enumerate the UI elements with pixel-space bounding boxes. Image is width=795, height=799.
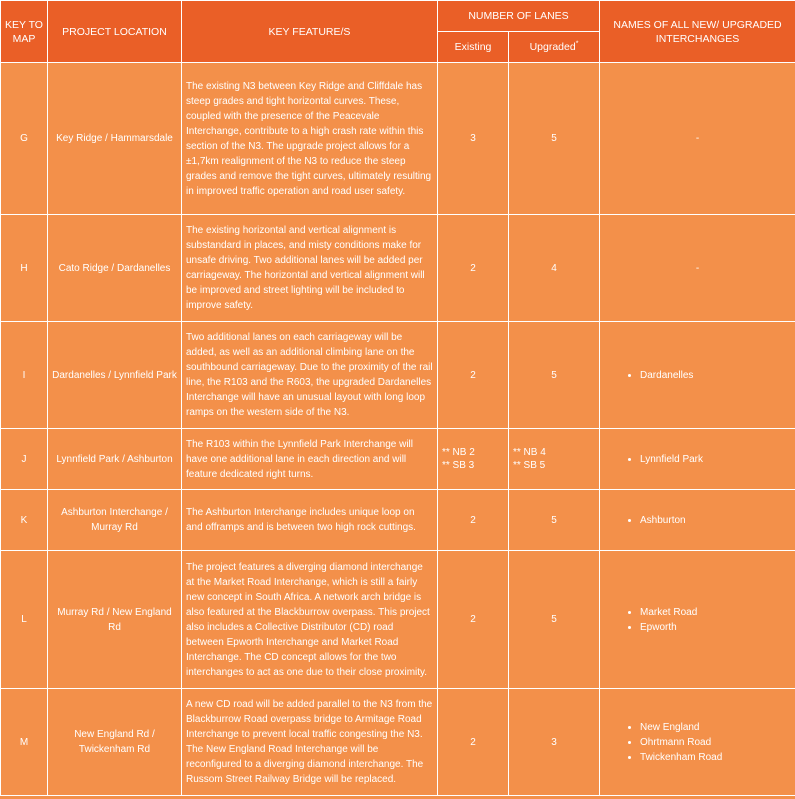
table-row: [1, 689, 795, 796]
interchanges-cell: [600, 551, 795, 689]
feature-cell: The project features a diverging diamond interchange at the Market Road Interchange, which is still a fairly new concept in South Africa. A network arch bridge is also featured at the Blackburrow overpass. This project also includes a Collective Distributor (CD) road between Epworth Interchange and Market Road Interchange. The CD concept allows for the two interchanges to act as one due to their close proximity.: [182, 551, 438, 689]
interchange-list: [604, 605, 791, 635]
header-upgraded-label: Upgraded: [529, 41, 576, 53]
feature-cell: The R103 within the Lynnfield Park Interchange will have one additional lane in each direction and will feature dedicated right turns.: [182, 429, 438, 490]
location-cell: Lynnfield Park / Ashburton: [48, 429, 182, 490]
interchange-list: [604, 368, 791, 383]
location-cell: Cato Ridge / Dardanelles: [48, 215, 182, 322]
key-cell: K: [1, 490, 48, 551]
interchanges-cell: [600, 322, 795, 429]
header-number-of-lanes: NUMBER OF LANES: [438, 1, 600, 32]
existing-lanes-cell: 2: [438, 551, 509, 689]
key-cell: J: [1, 429, 48, 490]
upgraded-lanes-cell: [509, 429, 600, 490]
upgraded-lanes-cell: 5: [509, 322, 600, 429]
interchange-item: • New England: [640, 720, 791, 735]
upgraded-nb-lanes: ** NB 4: [513, 447, 546, 458]
location-cell: Key Ridge / Hammarsdale: [48, 63, 182, 215]
feature-cell: The existing N3 between Key Ridge and Cliffdale has steep grades and tight horizontal curves. These, coupled with the presence of the Peacevale Interchange, contribute to a high crash rate within this section of the N3. The upgrade project allows for a ±1,7km realignment of the N3 to reduce the steep grades and remove the tight curves, ultimately resulting in improved traffic operation and road user safety.: [182, 63, 438, 215]
interchanges-cell: [600, 429, 795, 490]
interchange-item: • Dardanelles: [640, 368, 791, 383]
existing-lanes-cell: 2: [438, 322, 509, 429]
existing-lanes-cell: [438, 429, 509, 490]
table-row: [1, 322, 795, 429]
upgraded-lanes-cell: 5: [509, 490, 600, 551]
existing-sb-lanes: ** SB 3: [442, 460, 475, 471]
feature-cell: The Ashburton Interchange includes unique loop on and offramps and is between two high rock cuttings.: [182, 490, 438, 551]
feature-cell: A new CD road will be added parallel to the N3 from the Blackburrow Road overpass bridge to Armitage Road Interchange to prevent local traffic congesting the N3. The New England Road Interchange will be reconfigured to a diverging diamond interchange. The Russom Street Railway Bridge will be replaced.: [182, 689, 438, 796]
interchanges-cell: [600, 490, 795, 551]
header-project-location: PROJECT LOCATION: [48, 1, 182, 63]
header-existing: Existing: [438, 32, 509, 63]
feature-cell: Two additional lanes on each carriageway will be added, as well as an additional climbing lane on the southbound carriageway. Due to the proximity of the rail line, the R103 and the R603, the upgraded Dardanelles Interchange will have an unusual layout with long loop ramps on the western side of the N3.: [182, 322, 438, 429]
upgraded-lanes-cell: 3: [509, 689, 600, 796]
existing-nb-lanes: ** NB 2: [442, 447, 475, 458]
key-cell: H: [1, 215, 48, 322]
table-header: [1, 1, 795, 63]
interchange-item: • Lynnfield Park: [640, 452, 791, 467]
existing-lanes-cell: 3: [438, 63, 509, 215]
interchange-list: [604, 513, 791, 528]
interchange-list: [604, 720, 791, 765]
existing-lanes-cell: 2: [438, 490, 509, 551]
header-upgraded-note: *: [575, 40, 579, 48]
upgraded-sb-lanes: ** SB 5: [513, 460, 546, 471]
header-key-to-map: KEY TO MAP: [1, 1, 48, 63]
interchange-list: [604, 452, 791, 467]
interchange-item: • Ohrtmann Road: [640, 735, 791, 750]
location-cell: New England Rd / Twickenham Rd: [48, 689, 182, 796]
table-row: [1, 490, 795, 551]
existing-lanes-cell: 2: [438, 689, 509, 796]
key-cell: M: [1, 689, 48, 796]
interchange-item: • Epworth: [640, 620, 791, 635]
interchanges-cell: [600, 689, 795, 796]
header-interchanges: NAMES OF ALL NEW/ UPGRADED INTERCHANGES: [600, 1, 795, 63]
table-row: [1, 215, 795, 322]
table-row: [1, 551, 795, 689]
header-upgraded: [509, 32, 600, 63]
feature-cell: The existing horizontal and vertical alignment is substandard in places, and misty conditions make for unsafe driving. Two additional lanes will be added per carriageway. The horizontal and vertical alignment will be improved and street lighting will be included to improve safety.: [182, 215, 438, 322]
upgraded-lanes-cell: 5: [509, 63, 600, 215]
key-cell: G: [1, 63, 48, 215]
interchanges-cell: -: [600, 63, 795, 215]
location-cell: Ashburton Interchange / Murray Rd: [48, 490, 182, 551]
interchange-item: • Market Road: [640, 605, 791, 620]
table-row: [1, 63, 795, 215]
key-cell: L: [1, 551, 48, 689]
location-cell: Murray Rd / New England Rd: [48, 551, 182, 689]
interchange-item: • Twickenham Road: [640, 750, 791, 765]
table-row: [1, 429, 795, 490]
key-cell: I: [1, 322, 48, 429]
existing-lanes-cell: 2: [438, 215, 509, 322]
upgraded-lanes-cell: 4: [509, 215, 600, 322]
header-key-features: KEY FEATURE/S: [182, 1, 438, 63]
interchanges-cell: -: [600, 215, 795, 322]
interchange-item: • Ashburton: [640, 513, 791, 528]
location-cell: Dardanelles / Lynnfield Park: [48, 322, 182, 429]
upgraded-lanes-cell: 5: [509, 551, 600, 689]
